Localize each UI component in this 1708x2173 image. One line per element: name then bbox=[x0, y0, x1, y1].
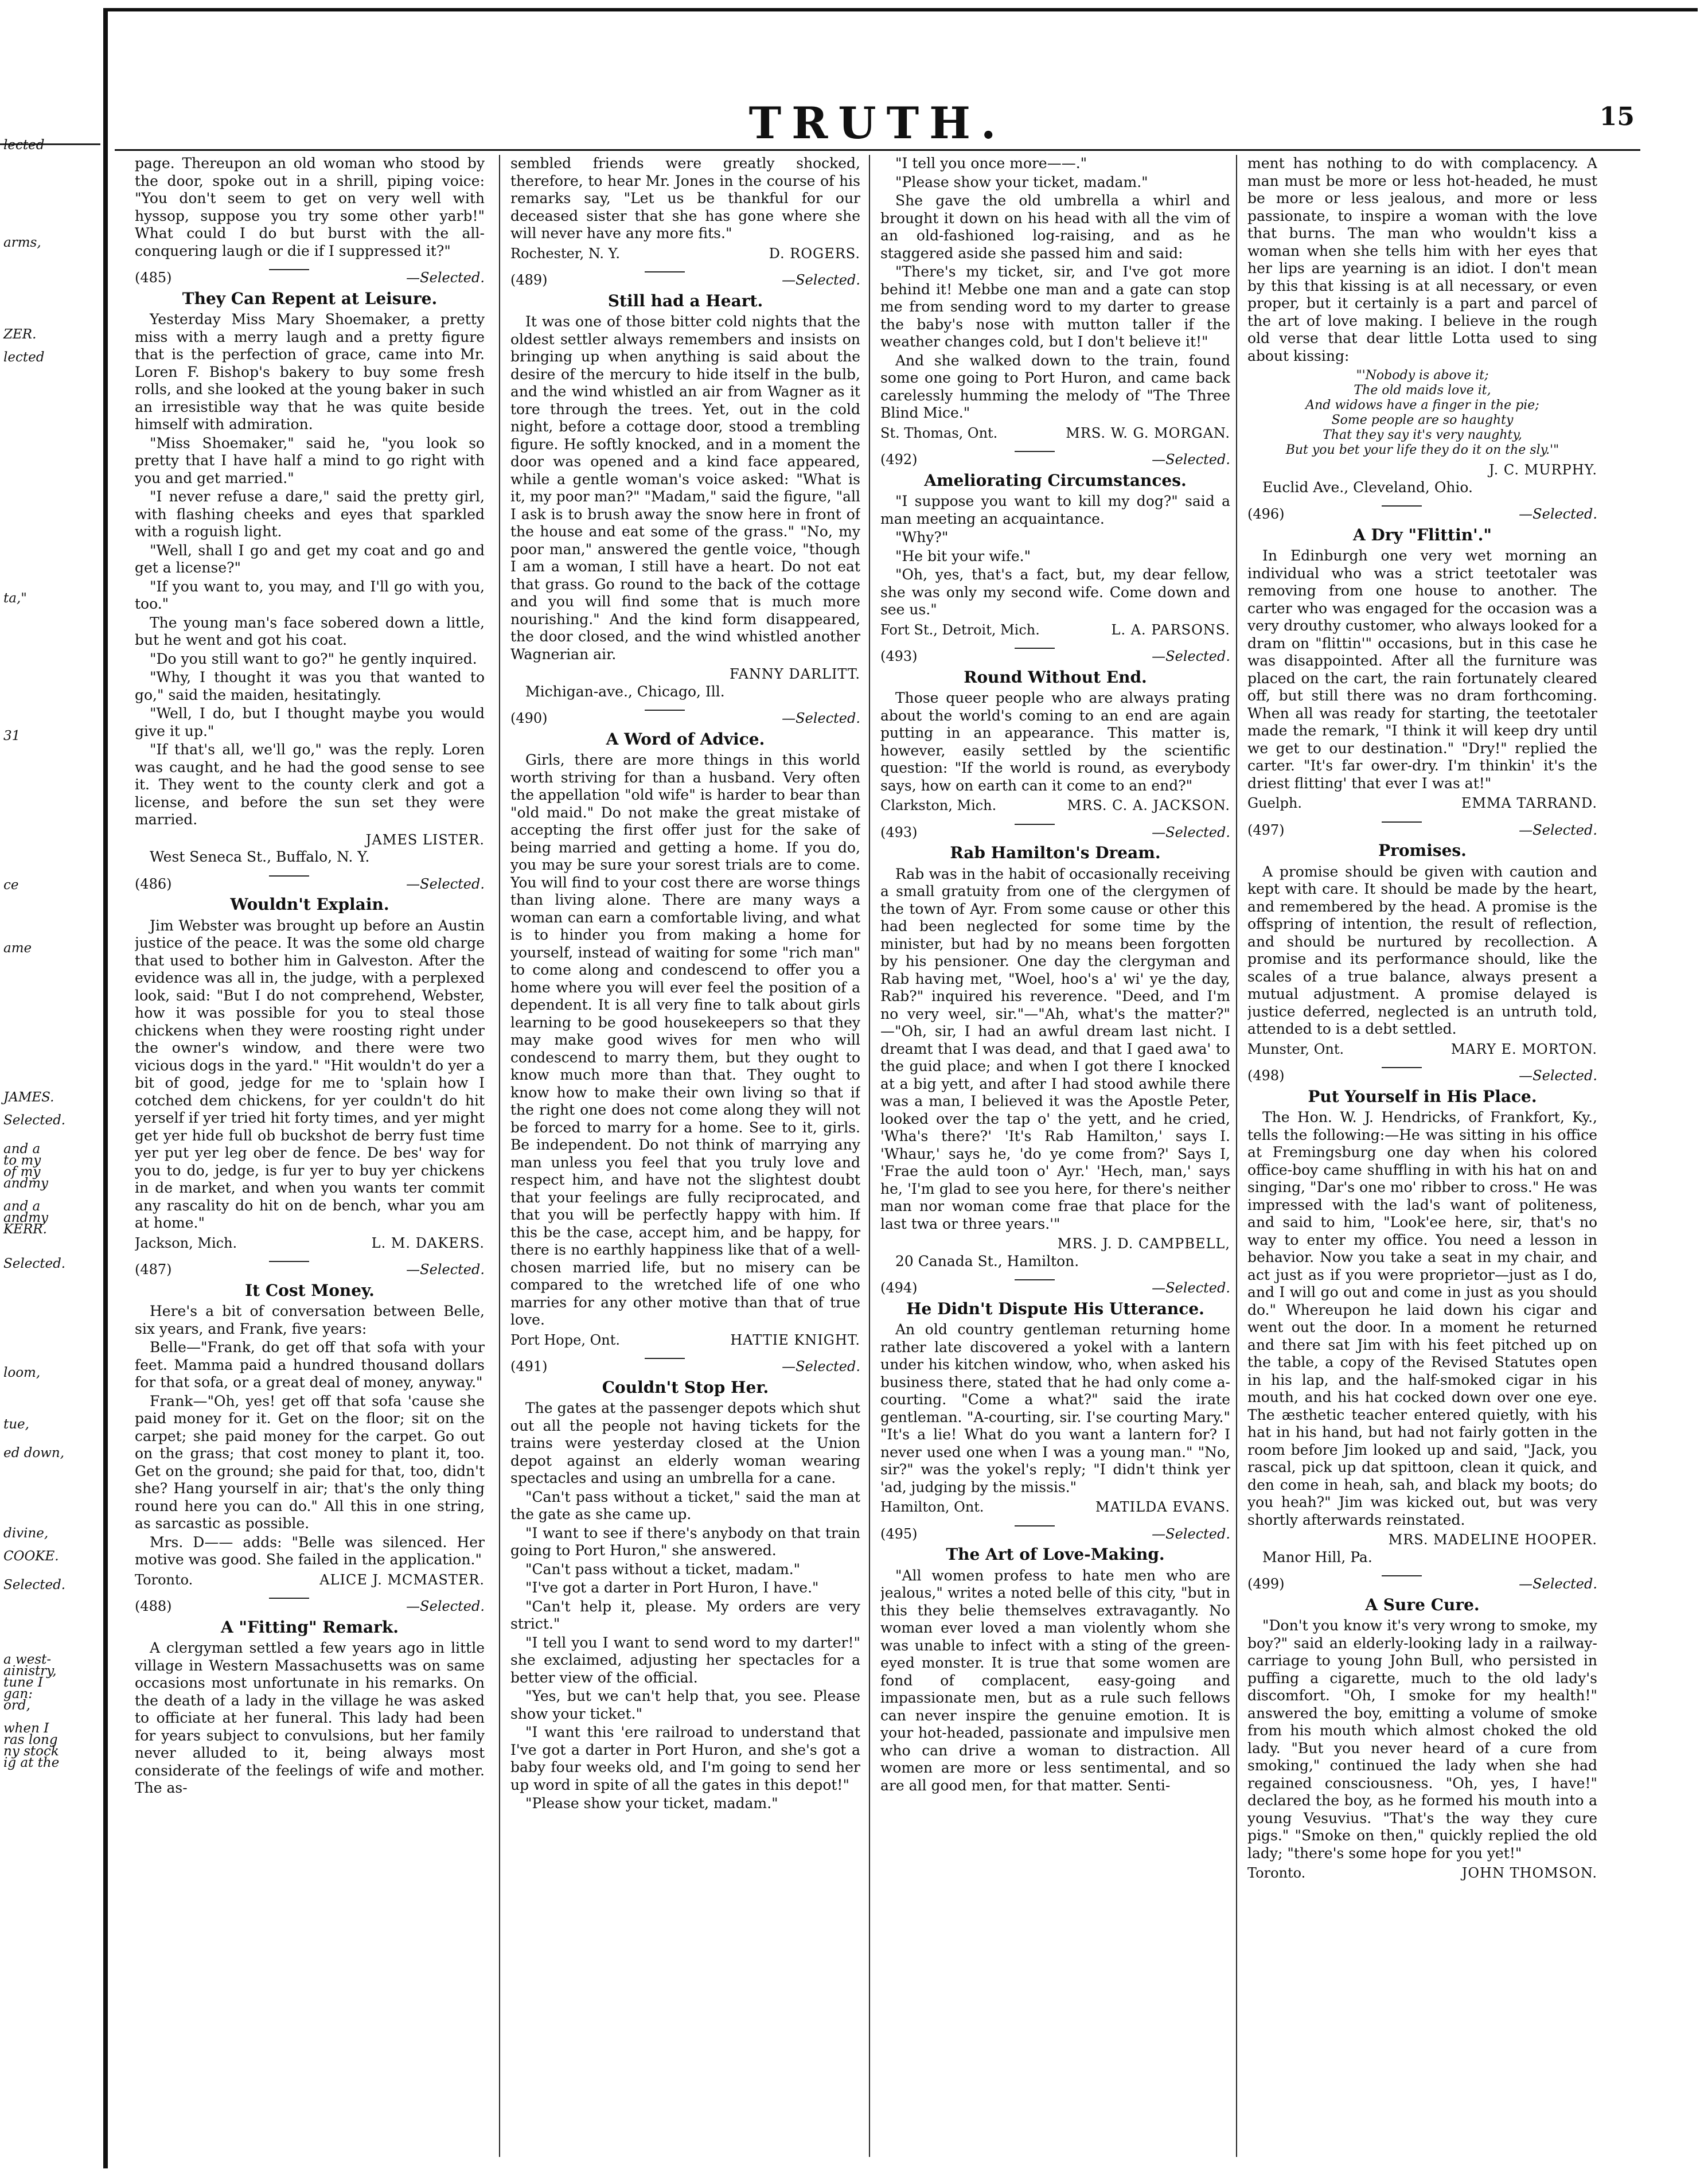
selected-credit: —Selected. bbox=[782, 710, 860, 726]
rule-dash bbox=[1382, 1067, 1422, 1068]
margin-fragment: arms, bbox=[3, 235, 41, 250]
signature-place: Port Hope, Ont. bbox=[510, 1331, 620, 1348]
article-headline: A Word of Advice. bbox=[606, 729, 765, 749]
article-paragraph: "I suppose you want to kill my dog?" said a man meeting an acquaintance. bbox=[880, 493, 1230, 527]
article-headline: A Dry "Flittin'." bbox=[1352, 525, 1492, 544]
article-number-line bbox=[880, 824, 1230, 842]
rule-dash bbox=[645, 271, 685, 272]
article-headline: It Cost Money. bbox=[245, 1280, 375, 1300]
column-rule bbox=[869, 155, 870, 2157]
article-number-line bbox=[880, 648, 1230, 665]
margin-fragment: COOKE. bbox=[3, 1549, 59, 1564]
selected-credit: —Selected. bbox=[1152, 1280, 1230, 1296]
article-paragraph: Jim Webster was brought up before an Austin justice of the peace. It was the some old charge that used to bother him in Galveston. After the evidence was all in, the judge, with a perplexed look, said: "But I do not comprehend, Webster, how it was possible for you to steal those chickens when they were roosting right under the owner's window, and there were two vicious dogs in the yard." "Hit wouldn't do yer a bit of good, jedge for me to 'splain how I cotched dem chickens, for yer couldn't do hit yerself if yer tried hit forty times, and yer might get yer hide full ob buckshot de berry fust time yer put yer leg ober de fence. De bes' way for you to do, jedge, is fur yer to buy yer chickens in de market, and when you wants ter commit any rascality do hit on de bench, whar you am at home." bbox=[135, 917, 485, 1231]
selected-credit: —Selected. bbox=[782, 272, 860, 288]
selected-credit: —Selected. bbox=[1152, 824, 1230, 840]
signature bbox=[510, 245, 860, 263]
article-number-line bbox=[135, 875, 485, 893]
signature-name: FANNY DARLITT. bbox=[730, 666, 860, 682]
previous-page-margin bbox=[0, 138, 92, 2168]
article-headline: Put Yourself in His Place. bbox=[1308, 1086, 1537, 1106]
article-paragraph: In Edinburgh one very wet morning an individual who was a strict teetotaler was removing from one house to another. The carter who was engaged for the occasion was a very drouthy customer, who always looked for a dram on "flittin'" occasions, but in this case he was disappointed. After all the furniture was placed on the cart, the rain fortunately cleared off, but still there was no dram forthcoming. When all was ready for starting, the teetotaler made the remark, "I think it will keep dry until we get to our destination." "Dry!" replied the carter. "It's far ower-dry. I'm thinkin' it's the driest flitting' that ever I was at!" bbox=[1247, 547, 1597, 792]
rule-dash bbox=[1382, 1575, 1422, 1576]
article-paragraph: "I want to see if there's anybody on that train going to Port Huron," she answered. bbox=[510, 1524, 860, 1559]
article-number-line bbox=[135, 1598, 485, 1615]
article-headline: Round Without End. bbox=[964, 667, 1147, 687]
article-number: (485) bbox=[135, 270, 172, 286]
article-number-line bbox=[510, 1358, 860, 1376]
signature-name: D. ROGERS. bbox=[769, 245, 860, 262]
column-4 bbox=[1247, 155, 1597, 2163]
signature-name: MRS. W. G. MORGAN. bbox=[1066, 425, 1230, 441]
margin-fragment: tue, bbox=[3, 1417, 29, 1432]
article-493-round bbox=[880, 648, 1230, 815]
article-paragraph: "There's my ticket, sir, and I've got more behind it! Mebbe one man and a gate can stop me from sending word to my darter to grease the baby's nose with mutton taller if the weather changes cold, but I don't believe it!" bbox=[880, 263, 1230, 350]
rule-dash bbox=[269, 875, 309, 877]
margin-fragment: ord, bbox=[3, 1698, 30, 1713]
verse-line: The old maids love it, bbox=[1354, 383, 1491, 398]
rule-dash bbox=[269, 269, 309, 270]
article-paragraph: "All women profess to hate men who are jealous," writes a noted belle of this city, "but in this they belie themselves extravagantly. No woman ever loved a man violently whom she was unable to infect with a sting of the green-eyed monster. It is true that some women are fond of complacent, easy-going and impassionate men, but as a rule such fellows can never inspire the genuine emotion. It is your hot-headed, passionate and impulsive men who can drive a woman to distraction. All women are more or less sentimental, and so are all good men, for that matter. Senti- bbox=[880, 1567, 1230, 1794]
article-number: (493) bbox=[880, 648, 918, 664]
signature-place: Munster, Ont. bbox=[1247, 1041, 1344, 1057]
signature-place: Manor Hill, Pa. bbox=[1262, 1548, 1372, 1566]
article-number: (497) bbox=[1247, 821, 1285, 838]
margin-fragment: ny stock bbox=[3, 1744, 59, 1759]
article-paragraph: "Well, shall I go and get my coat and go and get a license?" bbox=[135, 542, 485, 576]
rule-dash bbox=[645, 710, 685, 711]
article-number-line bbox=[880, 1525, 1230, 1543]
article-paragraph: The gates at the passenger depots which shut out all the people not having tickets for the trains were yesterday closed at the Union depot against an elderly woman wearing spectacles and using an umbrella for a cane. bbox=[510, 1400, 860, 1486]
article-paragraph: "Can't pass without a ticket, madam." bbox=[525, 1560, 801, 1578]
margin-fragment: ce bbox=[3, 878, 19, 893]
article-headline: Rab Hamilton's Dream. bbox=[950, 843, 1161, 862]
article-498 bbox=[1247, 1067, 1597, 1566]
rule-dash bbox=[1015, 451, 1055, 452]
article-493-rab bbox=[880, 824, 1230, 1271]
signature-name: HATTIE KNIGHT. bbox=[730, 1331, 860, 1348]
signature-place: Euclid Ave., Cleveland, Ohio. bbox=[1262, 478, 1473, 496]
margin-fragment: loom, bbox=[3, 1365, 41, 1380]
margin-fragment: of my bbox=[3, 1165, 41, 1179]
article-paragraph: "He bit your wife." bbox=[895, 547, 1031, 564]
signature-place: Fort St., Detroit, Mich. bbox=[880, 621, 1040, 638]
selected-credit: —Selected. bbox=[406, 875, 485, 892]
column-rule bbox=[499, 155, 500, 2157]
margin-fragment: tune I bbox=[3, 1675, 43, 1690]
article-495 bbox=[880, 1525, 1230, 1795]
article-497 bbox=[1247, 821, 1597, 1058]
verse-line: That they say it's very naughty, bbox=[1323, 428, 1522, 442]
verse-line: "'Nobody is above it; bbox=[1356, 368, 1489, 383]
article-paragraph: Girls, there are more things in this world worth striving for than a husband. Very often the appellation "old wife" is harder to bear than "old maid." Do not make the great mistake of accepting the first offer just for the sake of being married and getting a home. If you do, you may be sure your sorest trials are to come. You will find to your cost there are worse things than living alone. There are many ways a woman can earn a comfortable living, and what is to hinder you from making a home for yourself, instead of waiting for some "rich man" to come along and condescend to offer you a home where you will ever feel the position of a dependent. It is all very fine to talk about girls learning to be good housekeepers so that they may make good wives for men who will condescend to marry them, but they ought to know much more than that. They ought to know how to make their own living so that if the right one does not come along they will not be forced to marry for a home. See to it, girls. Be independent. Do not think of marrying any man unless you feel that you truly love and respect him, and have not the slightest doubt that your feelings are fully reciprocated, and that you will be perfectly happy with him. If this be the case, accept him, and be happy, for there is no earthly happiness like that of a well-chosen married life, but no misery can be compared to the wretched life of one who marries for any other motive than that of true love. bbox=[510, 751, 860, 1328]
signature-name: MRS. C. A. JACKSON. bbox=[1067, 797, 1230, 813]
article-number-line bbox=[1247, 1575, 1597, 1593]
article-number: (495) bbox=[880, 1525, 918, 1542]
article-491 bbox=[510, 1358, 860, 1813]
article-paragraph: "If you want to, you may, and I'll go with you, too." bbox=[135, 578, 485, 612]
masthead-title: TRUTH. bbox=[748, 98, 1007, 149]
selected-credit: —Selected. bbox=[1519, 821, 1597, 838]
column-rule bbox=[1236, 155, 1237, 2157]
article-paragraph: Mrs. D—— adds: "Belle was silenced. Her motive was good. She failed in the application." bbox=[135, 1533, 485, 1568]
article-496 bbox=[1247, 505, 1597, 812]
page-header bbox=[115, 86, 1640, 155]
margin-fragment: 31 bbox=[3, 729, 21, 743]
article-paragraph: "Do you still want to go?" he gently inquired. bbox=[150, 650, 477, 667]
margin-fragment: ras long bbox=[3, 1732, 58, 1747]
article-number-line bbox=[1247, 1067, 1597, 1085]
article-paragraph: It was one of those bitter cold nights that the oldest settler always remembers and insists on bringing up when anything is said about the desire of the mercury to hide itself in the bulb, and the wind whistled an air from Wagner as it tore through the trees. Yet, out in the cold night, before a cottage door, stood a trembling figure. He softly knocked, and in a moment the door was opened and a kind face appeared, while a gentle woman's voice asked: "What is it, my poor man?" "Madam," said the figure, "all I ask is to brush away the snow here in front of the house and eat some of the grass." "No, my poor man," answered the gentle voice, "though I am a woman, I still have a heart. Do not eat that grass. Go round to the back of the cottage and you will find some that is much more nourishing." And the kind form disappeared, the door closed, and the wind whistled another Wagnerian air. bbox=[510, 313, 860, 663]
rule-dash bbox=[1382, 821, 1422, 823]
margin-fragment: Selected. bbox=[3, 1113, 66, 1128]
selected-credit: —Selected. bbox=[1519, 506, 1597, 522]
article-paragraph: Frank—"Oh, yes! get off that sofa 'cause she paid money for it. Get on the floor; sit on the carpet; she paid money for the carpet. Go out on the grass; that cost money to plant it, too. Get on the ground; she paid for that, too, didn't she? Hang yourself in air; that's the only thing round here you can do." All this in one string, as sarcastic as possible. bbox=[135, 1392, 485, 1532]
article-number: (488) bbox=[135, 1598, 172, 1614]
article-486 bbox=[135, 875, 485, 1252]
margin-fragment: Selected. bbox=[3, 1578, 66, 1592]
article-paragraph: "I never refuse a dare," said the pretty girl, with flashing cheeks and eyes that sparkled with a roguish light. bbox=[135, 488, 485, 540]
continued-text: sembled friends were greatly shocked, therefore, to hear Mr. Jones in the course of his remarks say, "Let us be thankful for our deceased sister that she has gone where she will never have any more fits." bbox=[510, 155, 860, 242]
article-paragraph: Yesterday Miss Mary Shoemaker, a pretty miss with a merry laugh and a pretty figure that is the perfection of grace, came into Mr. Loren F. Bishop's bakery to buy some fresh rolls, and she looked at the young baker in such an irresistible way that he was quite beside himself with admiration. bbox=[135, 311, 485, 433]
article-paragraph: "Why?" bbox=[895, 529, 949, 546]
article-number: (491) bbox=[510, 1358, 548, 1374]
article-number: (487) bbox=[135, 1261, 172, 1278]
signature-place: St. Thomas, Ont. bbox=[880, 425, 998, 441]
selected-credit: —Selected. bbox=[1152, 648, 1230, 664]
selected-credit: —Selected. bbox=[406, 1598, 485, 1614]
article-number-line bbox=[1247, 821, 1597, 839]
article-paragraph: Those queer people who are always prating about the world's coming to an end are again putting in an appearance. This matter is, however, easily settled by the scientific question: "If the world is round, as everybody says, how on earth can it come to an end?" bbox=[880, 690, 1230, 794]
rule-dash bbox=[1015, 1279, 1055, 1280]
rule-dash bbox=[269, 1261, 309, 1262]
article-paragraph: Rab was in the habit of occasionally receiving a small gratuity from one of the clergymen of the town of Ayr. From some cause or other this had been neglected for some time by the minister, but had by no means been forgotten by his pensioner. One day the clergyman and Rab having met, "Woel, hoo's a' wi' ye the day, Rab?" inquired his reverence. "Deed, and I'm no very weel, sir."—"Ah, what's the matter?" —"Oh, sir, I had an awful dream last nicht. I dreamt that I was dead, and that I gaed awa' to the guid place; and when I got there I knocked at a big yett, and after I had stood awhile there was a man, I believed it was the Apostle Peter, looked over the tap o' the yett, and he cried, 'Wha's there?' 'It's Rab Hamilton,' says I. 'Whaur,' says he, 'do ye come from?' Says I, 'Frae the auld toon o' Ayr.' 'Hech, man,' says he, 'I'm glad to see you here, for there's neither man nor woman come frae that place for the last twa or three years.'" bbox=[880, 865, 1230, 1232]
rule-dash bbox=[1015, 648, 1055, 649]
selected-credit: —Selected. bbox=[782, 1358, 860, 1374]
article-paragraph: "Why, I thought it was you that wanted to go," said the maiden, hesitatingly. bbox=[135, 669, 485, 703]
margin-fragment: and a bbox=[3, 1199, 41, 1214]
signature-name: MARY E. MORTON. bbox=[1450, 1041, 1597, 1057]
article-number-line bbox=[1247, 505, 1597, 523]
signature-name: MRS. J. D. CAMPBELL, bbox=[1057, 1236, 1230, 1252]
article-paragraph: "I want this 'ere railroad to understand that I've got a darter in Port Huron, and she's got a baby four weeks old, and I'm going to send her up word in spite of all the gates in this depot!" bbox=[510, 1724, 860, 1793]
article-paragraph: "Can't help it, please. My orders are very strict." bbox=[510, 1598, 860, 1632]
signature-place: Guelph. bbox=[1247, 795, 1302, 811]
signature bbox=[880, 1498, 1230, 1516]
article-488 bbox=[135, 1598, 485, 1797]
signature bbox=[880, 797, 1230, 815]
selected-credit: —Selected. bbox=[1519, 1576, 1597, 1592]
signature bbox=[1247, 461, 1597, 479]
signature bbox=[510, 665, 860, 683]
article-paragraph: "Please show your ticket, madam." bbox=[895, 173, 1148, 190]
margin-fragment: to my bbox=[3, 1153, 41, 1168]
article-paragraph: "Yes, but we can't help that, you see. Please show your ticket." bbox=[510, 1688, 860, 1722]
article-paragraph: And she walked down to the train, found some one going to Port Huron, and came back carelessly humming the melody of "The Three Blind Mice." bbox=[880, 352, 1230, 421]
selected-credit: —Selected. bbox=[1519, 1068, 1597, 1084]
signature-name: L. M. DAKERS. bbox=[371, 1235, 485, 1251]
signature-place: Michigan-ave., Chicago, Ill. bbox=[525, 683, 725, 700]
column-3 bbox=[880, 155, 1230, 2163]
margin-fragment: ig at the bbox=[3, 1755, 60, 1770]
margin-fragment: ed down, bbox=[3, 1446, 65, 1461]
signature-place: Toronto. bbox=[1247, 1865, 1306, 1881]
article-paragraph: A promise should be given with caution and kept with care. It should be made by the heart, and remembered by the head. A promise is the offspring of intention, the result of reflection, and should be nurtured by recollection. A promise and its performance should, like the scales of a true balance, always present a mutual adjustment. A promise delayed is justice deferred, neglected is an untruth told, attended to is a debt settled. bbox=[1247, 863, 1597, 1037]
article-number: (493) bbox=[880, 824, 918, 840]
signature-place: Hamilton, Ont. bbox=[880, 1499, 984, 1515]
verse-line: Some people are so haughty bbox=[1331, 413, 1514, 427]
selected-credit: —Selected. bbox=[1152, 451, 1230, 468]
continued-text bbox=[880, 155, 1230, 422]
signature-place: 20 Canada St., Hamilton. bbox=[895, 1252, 1079, 1269]
article-paragraph: "Don't you know it's very wrong to smoke, my boy?" said an elderly-looking lady in a railway-carriage to young John Bull, who persisted in puffing a cigarette, much to the old lady's discomfort. "Oh, I smoke for my health!" answered the boy, emitting a volume of smoke from his mouth which almost choked the old lady. "But you never heard of a cure from smoking," continued the lady when she had regained consciousness. "Oh, yes, I have!" declared the boy, as he formed his mouth into a young Vesuvius. "That's the way they cure pigs." "Smoke on then," quickly replied the old lady; "there's some hope for you yet!" bbox=[1247, 1617, 1597, 1862]
article-headline: He Didn't Dispute His Utterance. bbox=[906, 1299, 1204, 1318]
article-paragraph: "Please show your ticket, madam." bbox=[525, 1795, 778, 1812]
article-494 bbox=[880, 1279, 1230, 1516]
signature-place: West Seneca St., Buffalo, N. Y. bbox=[150, 848, 370, 865]
article-485 bbox=[135, 269, 485, 866]
signature bbox=[135, 1571, 485, 1589]
article-number: (486) bbox=[135, 875, 172, 892]
article-487 bbox=[135, 1261, 485, 1588]
article-number: (494) bbox=[880, 1280, 918, 1296]
header-rule bbox=[115, 149, 1640, 151]
margin-fragment: a west- bbox=[3, 1652, 52, 1667]
signature bbox=[1247, 795, 1597, 812]
margin-fragment: ainistry, bbox=[3, 1664, 57, 1679]
article-paragraph: "I tell you once more——." bbox=[895, 155, 1087, 172]
article-headline: A "Fitting" Remark. bbox=[220, 1617, 399, 1637]
signature bbox=[880, 1235, 1230, 1253]
article-number: (489) bbox=[510, 272, 548, 288]
article-headline: A Sure Cure. bbox=[1365, 1595, 1480, 1614]
article-number-line bbox=[880, 451, 1230, 469]
margin-fragment: KERR. bbox=[3, 1222, 47, 1237]
article-499 bbox=[1247, 1575, 1597, 1882]
signature-name: MATILDA EVANS. bbox=[1095, 1499, 1230, 1515]
article-number-line bbox=[510, 710, 860, 727]
article-492 bbox=[880, 451, 1230, 638]
article-number-line bbox=[510, 271, 860, 289]
verse-line: But you bet your life they do it on the sly.'" bbox=[1285, 443, 1559, 457]
article-number-line bbox=[135, 269, 485, 287]
rule-dash bbox=[269, 1598, 309, 1599]
signature-name: ALICE J. MCMASTER. bbox=[319, 1571, 485, 1588]
margin-fragment: ta," bbox=[3, 591, 27, 606]
article-headline: The Art of Love-Making. bbox=[946, 1545, 1165, 1564]
signature bbox=[880, 621, 1230, 639]
rule-dash bbox=[1382, 505, 1422, 507]
article-paragraph: "If that's all, we'll go," was the reply. Loren was caught, and he had the good sense to see it. They went to the county clerk and got a license, and before the sun set they were married. bbox=[135, 741, 485, 828]
top-rule bbox=[103, 8, 1698, 11]
article-number: (490) bbox=[510, 710, 548, 726]
article-paragraph: A clergyman settled a few years ago in little village in Western Massachusetts was on same occasions most unfortunate in his remarks. On the death of a lady in the village he was asked to officiate at her funeral. This lady had been for years subject to convulsions, but her family never alluded to it, being always most considerate of the feelings of wife and mother. The as- bbox=[135, 1640, 485, 1796]
article-number: (499) bbox=[1247, 1576, 1285, 1592]
signature-name: L. A. PARSONS. bbox=[1111, 621, 1230, 638]
margin-fragment: JAMES. bbox=[3, 1090, 54, 1105]
selected-credit: —Selected. bbox=[406, 1261, 485, 1278]
rule-dash bbox=[645, 1358, 685, 1359]
article-number: (492) bbox=[880, 451, 918, 468]
article-headline: Still had a Heart. bbox=[607, 291, 763, 310]
article-490 bbox=[510, 710, 860, 1349]
signature-name: J. C. MURPHY. bbox=[1488, 462, 1597, 478]
article-paragraph: "I've got a darter in Port Huron, I have." bbox=[525, 1579, 819, 1596]
selected-credit: —Selected. bbox=[1152, 1525, 1230, 1542]
article-headline: Wouldn't Explain. bbox=[230, 895, 389, 914]
margin-fragment: lected bbox=[3, 138, 45, 153]
column-1 bbox=[135, 155, 485, 2163]
article-number: (496) bbox=[1247, 506, 1285, 522]
margin-fragment: ZER. bbox=[3, 327, 37, 342]
margin-fragment: andmy bbox=[3, 1210, 49, 1225]
article-paragraph: "I tell you I want to send word to my darter!" she exclaimed, adjusting her spectacles for a better view of the official. bbox=[510, 1634, 860, 1686]
continued-text: page. Thereupon an old woman who stood by the door, spoke out in a shrill, piping voice: "You don't seem to get on very well with hyssop, suppose you try some other yarb!" What could I do but burst with the all-conquering laugh or die if I suppressed it?" bbox=[135, 155, 485, 259]
left-border bbox=[103, 11, 108, 2168]
article-headline: They Can Repent at Leisure. bbox=[182, 289, 438, 308]
article-paragraph: Belle—"Frank, do get off that sofa with your feet. Mamma paid a hundred thousand dollars for that sofa, or a great deal of money, anyway." bbox=[135, 1339, 485, 1391]
signature bbox=[135, 1235, 485, 1252]
article-number-line bbox=[880, 1279, 1230, 1297]
signature bbox=[510, 1331, 860, 1349]
signature bbox=[1247, 1531, 1597, 1549]
verse bbox=[1247, 368, 1597, 458]
signature bbox=[1247, 1041, 1597, 1058]
column-2 bbox=[510, 155, 860, 2163]
article-paragraph: "Well, I do, but I thought maybe you would give it up." bbox=[135, 705, 485, 739]
continued-text: ment has nothing to do with complacency. A man must be more or less hot-headed, he must be more or less jealous, and more or less passionate, to inspire a woman with the love that burns. The man who wouldn't kiss a woman when she tells him with her eyes that her lips are yearning is an idiot. I don't mean by this that kissing is at all necessary, or even proper, but it certainly is a part and parcel of the art of love making. I believe in the rough old verse that dear little Lotta used to sing about kissing: bbox=[1247, 155, 1597, 364]
article-paragraph: "Miss Shoemaker," said he, "you look so pretty that I have half a mind to go right with you and get married." bbox=[135, 434, 485, 486]
signature-place: Toronto. bbox=[135, 1571, 193, 1588]
article-paragraph: Here's a bit of conversation between Belle, six years, and Frank, five years: bbox=[135, 1303, 485, 1337]
margin-fragment: when I bbox=[3, 1721, 49, 1736]
selected-credit: —Selected. bbox=[406, 270, 485, 286]
article-headline: Promises. bbox=[1378, 841, 1467, 860]
article-489 bbox=[510, 271, 860, 700]
rule-dash bbox=[1015, 824, 1055, 825]
article-paragraph: The Hon. W. J. Hendricks, of Frankfort, Ky., tells the following:—He was sitting in his office at Fremingsburg one day when his colored office-boy came shuffling in with his hat on and singing, "Dar's one mo' ribber to cross." He was impressed with the lad's want of politeness, and said to him, "Look'ee here, sir, that's no way to enter my office. You need a lesson in behavior. Now you take a seat in my chair, and act just as if you were proprietor—just as I do, and I will go out and come in just as you should do." Whereupon he laid down his cigar and went out the door. In a moment he returned and there sat Jim with his feet pitched up on the table, a copy of the Revised Statutes open in his lap, and the half-smoked cigar in his mouth, and his hat cocked down over one eye. The æsthetic teacher entered quietly, with his hat in his hand, but had not fairly gotten in the room before Jim looked up and said, "Jack, you rascal, pick up dat spittoon, clean it quick, and den come in heah, sah, and black my boots; do you heah?" Jim was kicked out, but was very shortly afterwards reinstated. bbox=[1247, 1109, 1597, 1528]
article-headline: Ameliorating Circumstances. bbox=[924, 470, 1187, 490]
article-number-line bbox=[135, 1261, 485, 1279]
signature-name: JOHN THOMSON. bbox=[1461, 1865, 1597, 1881]
article-headline: Couldn't Stop Her. bbox=[602, 1377, 769, 1397]
margin-fragment: andmy bbox=[3, 1176, 49, 1191]
article-paragraph: An old country gentleman returning home rather late discovered a yokel with a lantern under his kitchen window, who, when asked his business there, stated that he had only come a-courting. "Come a what?" said the irate gentleman. "A-courting, sir. I'se courting Mary." "It's a lie! What do you want a lantern for? I never used one when I was a young man." "No, sir?" was the yokel's reply; "I didn't think yer 'ad, judging by the missis." bbox=[880, 1321, 1230, 1496]
signature-name: JAMES LISTER. bbox=[365, 831, 485, 848]
article-paragraph: She gave the old umbrella a whirl and brought it down on his head with all the vim of an old-fashioned log-raising, and as he staggered aside she passed him and said: bbox=[880, 192, 1230, 262]
page-number: 15 bbox=[1599, 102, 1635, 131]
margin-fragment: ame bbox=[3, 941, 32, 956]
signature bbox=[1247, 1864, 1597, 1882]
article-paragraph: The young man's face sobered down a little, but he went and got his coat. bbox=[135, 614, 485, 648]
signature-name: EMMA TARRAND. bbox=[1461, 795, 1597, 811]
margin-fragment: Selected. bbox=[3, 1256, 66, 1271]
signature bbox=[135, 831, 485, 849]
signature bbox=[880, 425, 1230, 442]
signature-place: Jackson, Mich. bbox=[135, 1235, 237, 1251]
margin-fragment: divine, bbox=[3, 1526, 49, 1541]
signature-place: Clarkston, Mich. bbox=[880, 797, 997, 813]
article-paragraph: "Oh, yes, that's a fact, but, my dear fellow, she was only my second wife. Come down and see us." bbox=[880, 566, 1230, 618]
margin-fragment: lected bbox=[3, 350, 45, 365]
article-paragraph: "Can't pass without a ticket," said the man at the gate as she came up. bbox=[510, 1488, 860, 1522]
rule-dash bbox=[1015, 1525, 1055, 1526]
verse-line: And widows have a finger in the pie; bbox=[1305, 398, 1539, 412]
margin-fragment: and a bbox=[3, 1142, 41, 1156]
signature-place: Rochester, N. Y. bbox=[510, 245, 620, 262]
article-number: (498) bbox=[1247, 1068, 1285, 1084]
margin-fragment: gan: bbox=[3, 1687, 33, 1701]
signature-name: MRS. MADELINE HOOPER. bbox=[1388, 1532, 1597, 1548]
